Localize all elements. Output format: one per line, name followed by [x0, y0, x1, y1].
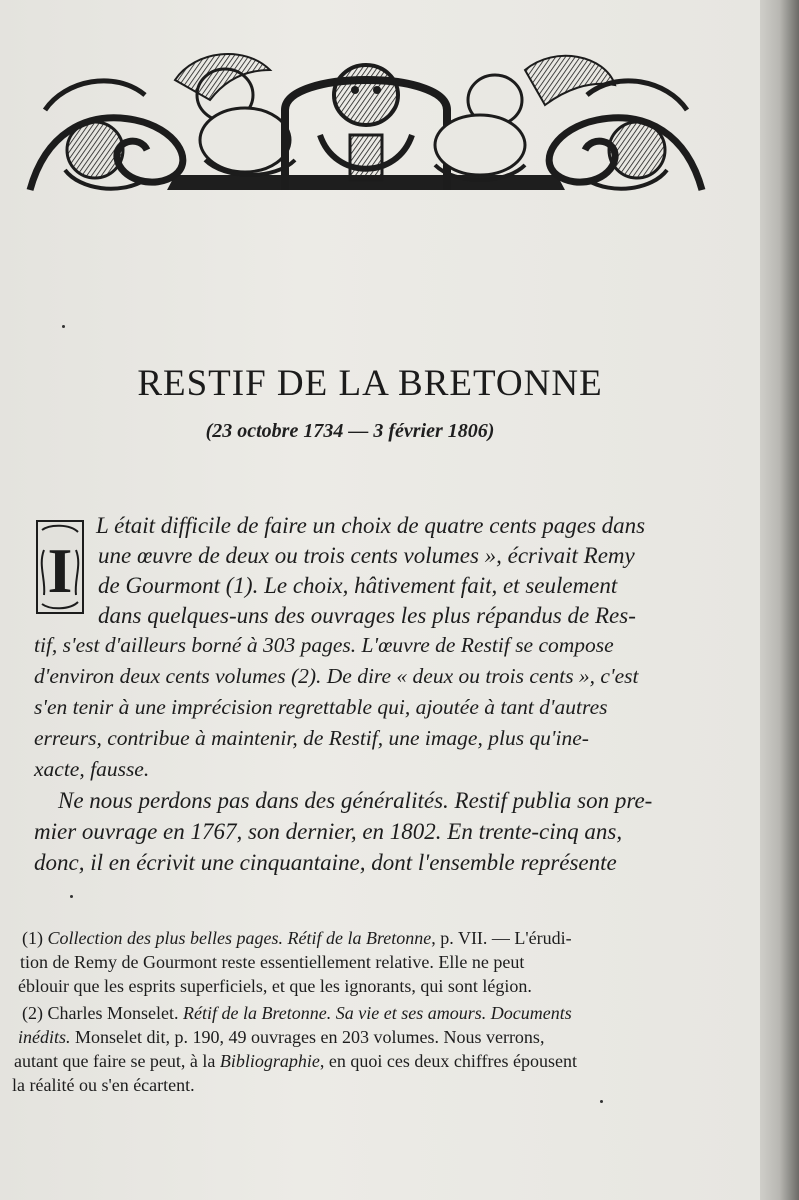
body-line-12: donc, il en écrivit une cinquantaine, dont l'ensemble représente: [34, 850, 617, 875]
footnote-2-line-4: la réalité ou s'en écartent.: [12, 1075, 195, 1095]
body-line-8: erreurs, contribue à maintenir, de Restif, une image, plus qu'ine-: [34, 726, 589, 750]
ornamental-drop-cap: [36, 520, 84, 614]
body-line-6: d'environ deux cents volumes (2). De dire « deux ou trois cents », c'est: [34, 664, 639, 688]
chapter-title: RESTIF DE LA BRETONNE: [137, 363, 603, 404]
body-line-11: mier ouvrage en 1767, son dernier, en 1802. En trente-cinq ans,: [34, 819, 623, 844]
drop-cap-letter: I: [47, 535, 73, 606]
body-line-4: dans quelques-uns des ouvrages les plus répandus de Res-: [98, 603, 636, 628]
footnote-1-line-1: (1) Collection des plus belles pages. Rétif de la Bretonne, p. VII. — L'érudi-: [22, 928, 572, 948]
page-edge-shadow: [760, 0, 799, 1200]
footnote-1-line-3: éblouir que les esprits superficiels, et que les ignorants, qui sont légion.: [18, 976, 532, 996]
speck: [70, 895, 73, 898]
body-line-10: Ne nous perdons pas dans des généralités. Restif publia son pre-: [58, 788, 653, 813]
footnote-2-line-3: autant que faire se peut, à la Bibliographie, en quoi ces deux chiffres épousent: [14, 1051, 577, 1071]
speck: [600, 1100, 603, 1103]
body-line-3: de Gourmont (1). Le choix, hâtivement fait, et seulement: [98, 573, 618, 598]
footnote-2-line-1: (2) Charles Monselet. Rétif de la Bretonne. Sa vie et ses amours. Documents: [22, 1003, 572, 1023]
footnote-1-line-2: tion de Remy de Gourmont reste essentiellement relative. Elle ne peut: [20, 952, 525, 972]
body-line-1: L était difficile de faire un choix de quatre cents pages dans: [96, 513, 646, 538]
body-line-9: xacte, fausse.: [34, 757, 150, 781]
body-line-7: s'en tenir à une imprécision regrettable qui, ajoutée à tant d'autres: [34, 695, 608, 719]
body-line-2: une œuvre de deux ou trois cents volumes », écrivait Remy: [98, 543, 635, 568]
speck: [62, 325, 65, 328]
chapter-dates: (23 octobre 1734 — 3 février 1806): [205, 420, 495, 442]
engraved-headpiece-ornament: [25, 40, 707, 202]
footnote-2-line-2: inédits. Monselet dit, p. 190, 49 ouvrages en 203 volumes. Nous verrons,: [18, 1027, 545, 1047]
body-line-5: tif, s'est d'ailleurs borné à 303 pages. L'œuvre de Restif se compose: [34, 633, 614, 657]
